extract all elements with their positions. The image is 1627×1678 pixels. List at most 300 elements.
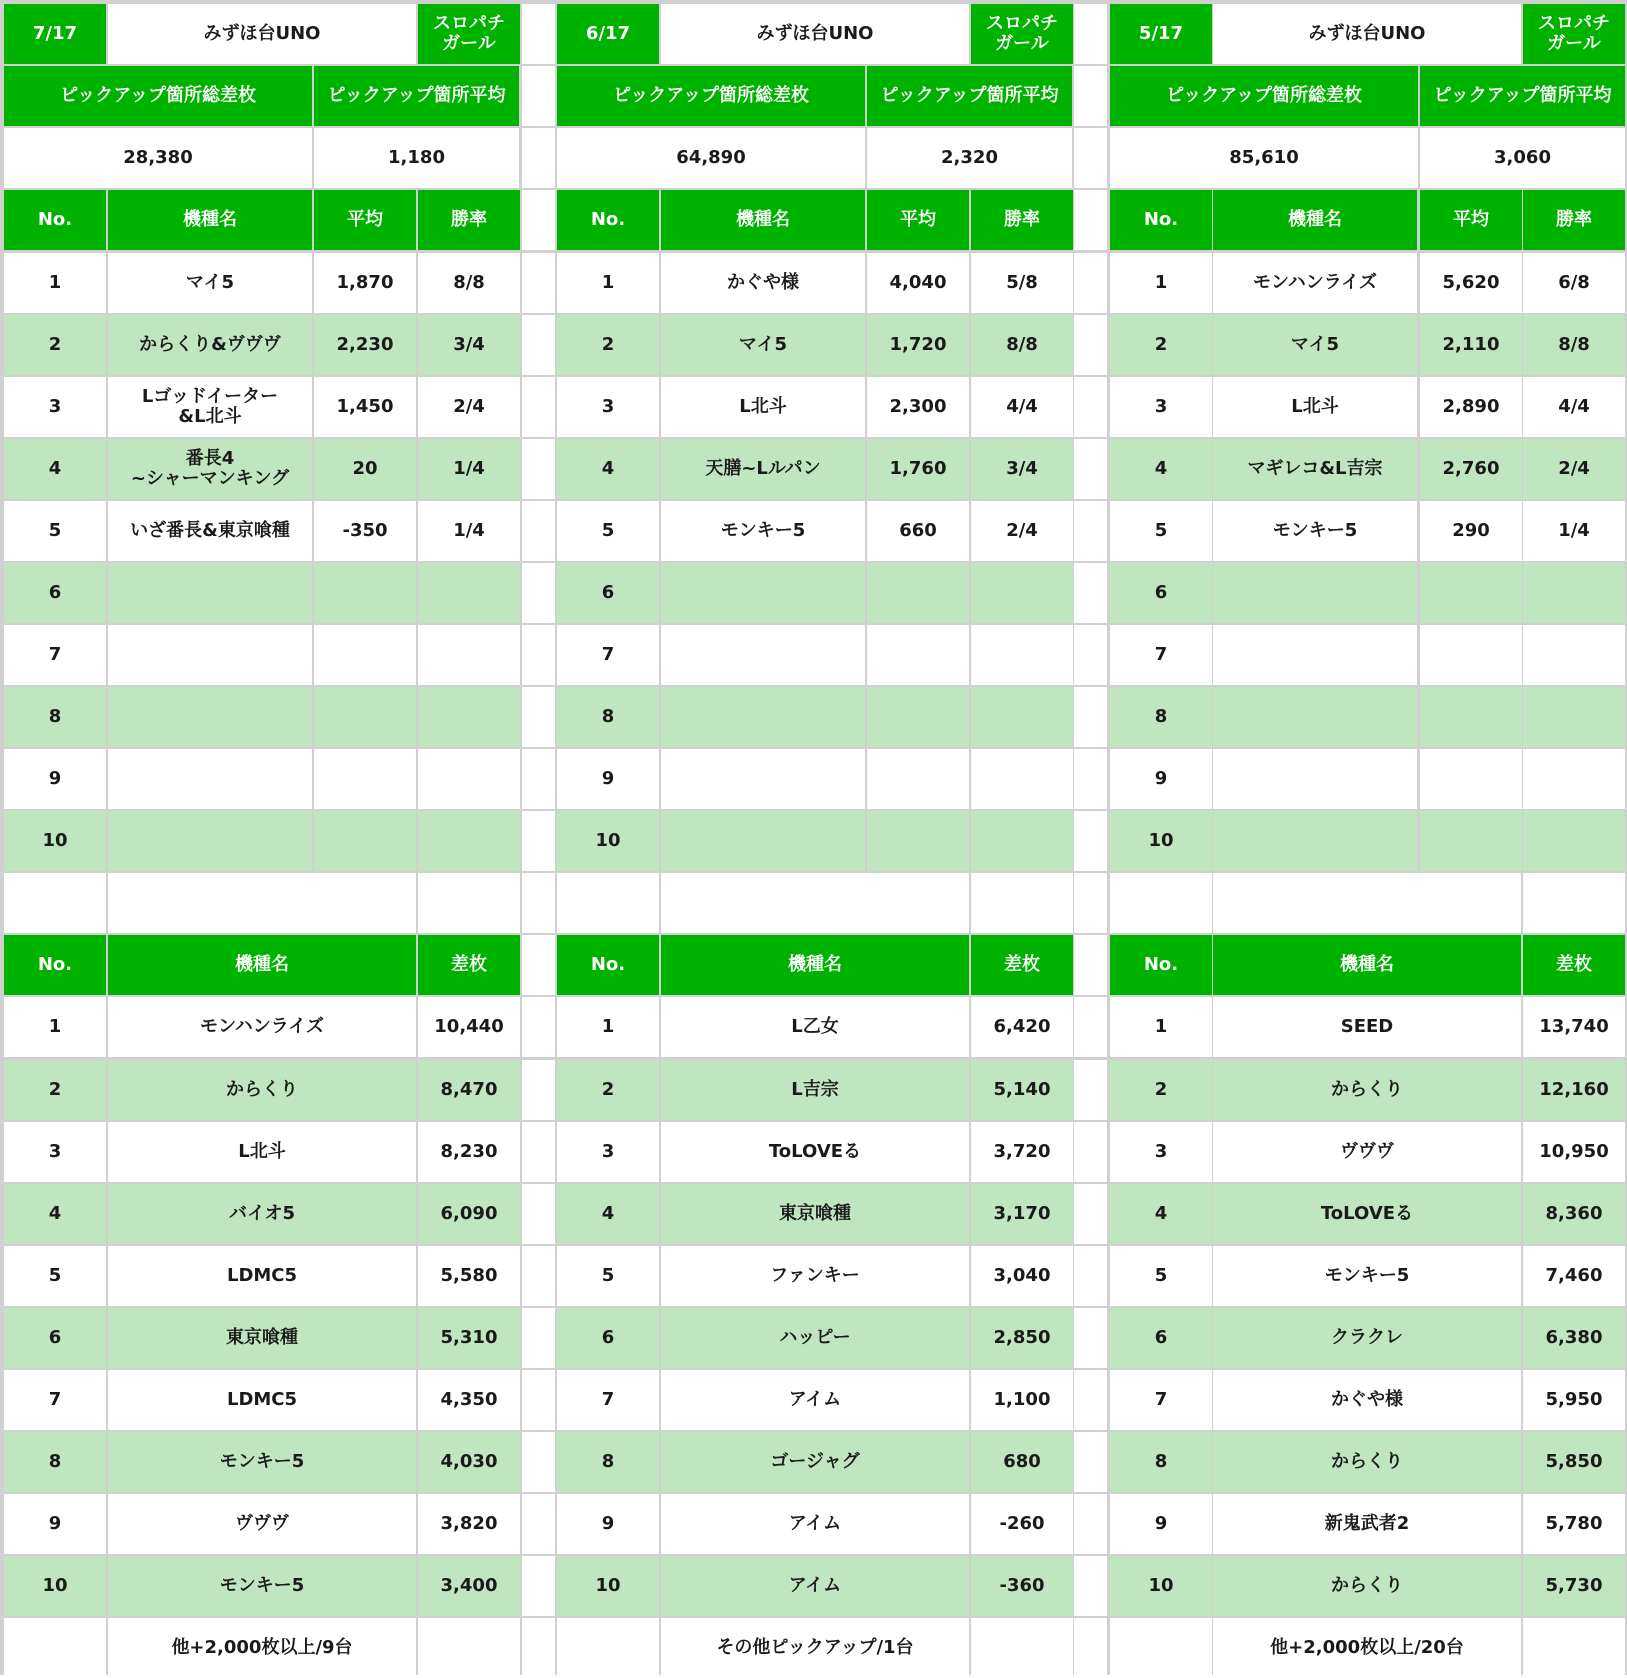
section-separator bbox=[522, 1122, 555, 1182]
top-row-name-text: SEED bbox=[1340, 1016, 1394, 1038]
top-row-diff-text: 5,950 bbox=[1545, 1389, 1603, 1411]
pickup-row-rate bbox=[418, 377, 520, 437]
pickup-avg-header bbox=[314, 190, 416, 250]
top-row-diff bbox=[1523, 1556, 1625, 1616]
summary-total-header bbox=[4, 66, 312, 126]
pickup-row-name bbox=[661, 315, 865, 375]
top-row-no bbox=[1110, 1432, 1212, 1492]
top-row-no-text: 10 bbox=[42, 1575, 68, 1597]
top-row-no-text: 3 bbox=[601, 1141, 615, 1163]
top-row-name-text: LDMC5 bbox=[226, 1389, 298, 1411]
pickup-row-name bbox=[1213, 625, 1417, 685]
pickup-row-rate bbox=[418, 501, 520, 561]
summary-average-header bbox=[314, 66, 519, 126]
store-name bbox=[661, 4, 969, 64]
section-separator bbox=[1074, 1432, 1107, 1492]
pickup-row-name bbox=[661, 377, 865, 437]
summary-total-value-text: 28,380 bbox=[123, 147, 193, 169]
section-separator bbox=[522, 873, 555, 933]
spacer-cell bbox=[4, 873, 106, 933]
top-row-name bbox=[661, 997, 969, 1057]
pickup-row-avg bbox=[867, 625, 969, 685]
section-separator bbox=[1074, 253, 1107, 313]
top-row-name-text: アイム bbox=[788, 1389, 842, 1411]
top-row-name bbox=[661, 1308, 969, 1368]
pickup-row-avg bbox=[314, 377, 416, 437]
pickup-row-no bbox=[1110, 377, 1212, 437]
pickup-row-rate bbox=[418, 439, 520, 499]
pickup-row-rate bbox=[418, 625, 520, 685]
section-separator bbox=[1074, 935, 1107, 995]
top-row-no-text: 9 bbox=[601, 1513, 615, 1535]
top-row-name bbox=[1213, 1308, 1521, 1368]
top-diff-header-text: 差枚 bbox=[1556, 954, 1592, 976]
pickup-row-name-text: Lゴッドイーター &L北斗 bbox=[141, 386, 279, 427]
summary-average-value-text: 3,060 bbox=[1494, 147, 1551, 169]
top-row-diff bbox=[1523, 1494, 1625, 1554]
footer-blank bbox=[4, 1618, 106, 1678]
top-row-name bbox=[661, 1432, 969, 1492]
top-row-name bbox=[1213, 1184, 1521, 1244]
top-row-diff bbox=[971, 1308, 1073, 1368]
section-separator bbox=[522, 935, 555, 995]
top-row-diff-text: 5,310 bbox=[440, 1327, 498, 1349]
pickup-row-avg bbox=[314, 749, 416, 809]
top-row-diff-text: 5,580 bbox=[440, 1265, 498, 1287]
pickup-row-rate-text: 3/4 bbox=[453, 334, 485, 356]
summary-average-header-text: ピックアップ箇所平均 bbox=[1433, 85, 1612, 107]
top-row-diff-text: 1,100 bbox=[993, 1389, 1051, 1411]
top-diff-header bbox=[1523, 935, 1625, 995]
pickup-row-no-text: 2 bbox=[1154, 334, 1168, 356]
top-row-name-text: 新鬼武者2 bbox=[1324, 1513, 1410, 1535]
top-row-no bbox=[557, 1432, 659, 1492]
top-row-diff-text: 8,230 bbox=[440, 1141, 498, 1163]
top-row-no bbox=[4, 1370, 106, 1430]
top-row-diff bbox=[418, 1556, 520, 1616]
pickup-row-rate bbox=[971, 501, 1073, 561]
pickup-row-no-text: 7 bbox=[601, 644, 615, 666]
top-row-no bbox=[1110, 1060, 1212, 1120]
summary-total-header bbox=[557, 66, 865, 126]
footer-note bbox=[108, 1618, 416, 1678]
pickup-row-avg bbox=[314, 439, 416, 499]
pickup-row-no bbox=[1110, 563, 1212, 623]
section-separator bbox=[522, 687, 555, 747]
pickup-name-header-text: 機種名 bbox=[183, 209, 237, 231]
top-row-diff bbox=[971, 1432, 1073, 1492]
footer-blank bbox=[971, 1618, 1073, 1678]
top-row-diff bbox=[418, 1494, 520, 1554]
pickup-row-name bbox=[108, 687, 312, 747]
pickup-row-no-text: 6 bbox=[601, 582, 615, 604]
pickup-row-name bbox=[661, 253, 865, 313]
top-row-no-text: 3 bbox=[48, 1141, 62, 1163]
store-name-text: みずほ台UNO bbox=[203, 23, 321, 45]
spacer-cell bbox=[108, 873, 416, 933]
pickup-row-no-text: 3 bbox=[48, 396, 62, 418]
pickup-row-avg bbox=[314, 253, 416, 313]
pickup-name-header bbox=[661, 190, 865, 250]
top-row-diff bbox=[971, 1184, 1073, 1244]
pickup-row-no bbox=[557, 253, 659, 313]
top-name-header bbox=[661, 935, 969, 995]
top-row-no bbox=[1110, 997, 1212, 1057]
pickup-row-no bbox=[4, 253, 106, 313]
pickup-row-avg bbox=[314, 563, 416, 623]
summary-average-value bbox=[314, 128, 519, 188]
section-separator bbox=[1074, 1370, 1107, 1430]
top-row-no bbox=[1110, 1556, 1212, 1616]
pickup-rate-header bbox=[971, 190, 1073, 250]
pickup-row-no bbox=[4, 377, 106, 437]
section-separator bbox=[522, 439, 555, 499]
pickup-no-header bbox=[4, 190, 106, 250]
pickup-row-name bbox=[661, 439, 865, 499]
top-row-no bbox=[4, 1122, 106, 1182]
pickup-row-name bbox=[1213, 377, 1417, 437]
pickup-no-header-text: No. bbox=[590, 209, 626, 231]
top-row-diff-text: 3,040 bbox=[993, 1265, 1051, 1287]
pickup-row-no-text: 9 bbox=[48, 768, 62, 790]
pickup-row-name bbox=[661, 811, 865, 871]
section-separator bbox=[1074, 1556, 1107, 1616]
top-row-name-text: 東京喰種 bbox=[779, 1203, 851, 1225]
top-row-diff bbox=[418, 1370, 520, 1430]
pickup-row-avg bbox=[867, 377, 969, 437]
pickup-row-rate-text: 8/8 bbox=[453, 272, 485, 294]
section-separator bbox=[522, 563, 555, 623]
pickup-row-avg bbox=[867, 439, 969, 499]
top-row-name-text: ToLOVEる bbox=[1320, 1203, 1414, 1225]
top-diff-header-text: 差枚 bbox=[1004, 954, 1040, 976]
top-row-name-text: モンキー5 bbox=[219, 1575, 305, 1597]
pickup-row-no bbox=[1110, 501, 1212, 561]
pickup-row-no-text: 8 bbox=[1154, 706, 1168, 728]
top-row-name bbox=[1213, 1432, 1521, 1492]
pickup-row-avg bbox=[1420, 253, 1522, 313]
top-row-diff-text: 13,740 bbox=[1539, 1016, 1609, 1038]
spacer-cell bbox=[418, 873, 520, 933]
pickup-row-avg bbox=[867, 501, 969, 561]
top-row-diff bbox=[971, 1494, 1073, 1554]
pickup-row-name bbox=[108, 563, 312, 623]
pickup-row-no-text: 9 bbox=[1154, 768, 1168, 790]
pickup-row-no-text: 8 bbox=[48, 706, 62, 728]
pickup-row-avg bbox=[1420, 439, 1522, 499]
top-diff-header-text: 差枚 bbox=[451, 954, 487, 976]
top-row-no bbox=[4, 1432, 106, 1492]
pickup-row-rate bbox=[971, 315, 1073, 375]
top-row-no-text: 5 bbox=[1154, 1265, 1168, 1287]
top-row-no-text: 8 bbox=[48, 1451, 62, 1473]
top-row-no bbox=[4, 1556, 106, 1616]
pickup-rate-header bbox=[418, 190, 520, 250]
summary-total-value bbox=[1110, 128, 1418, 188]
pickup-row-no-text: 5 bbox=[1154, 520, 1168, 542]
section-separator bbox=[522, 1618, 555, 1678]
pickup-row-no-text: 3 bbox=[1154, 396, 1168, 418]
pickup-row-name bbox=[108, 811, 312, 871]
pickup-no-header-text: No. bbox=[1143, 209, 1179, 231]
pickup-row-rate bbox=[1523, 377, 1625, 437]
top-row-name bbox=[1213, 1060, 1521, 1120]
summary-total-value-text: 85,610 bbox=[1229, 147, 1299, 169]
top-row-name bbox=[1213, 1122, 1521, 1182]
pickup-row-avg-text: 2,300 bbox=[889, 396, 947, 418]
section-separator bbox=[1074, 1308, 1107, 1368]
pickup-row-avg-text: 2,760 bbox=[1442, 458, 1500, 480]
top-row-no-text: 10 bbox=[595, 1575, 621, 1597]
pickup-row-rate bbox=[1523, 563, 1625, 623]
top-row-no bbox=[557, 1556, 659, 1616]
pickup-row-rate bbox=[971, 625, 1073, 685]
top-row-no bbox=[1110, 1494, 1212, 1554]
top-row-no bbox=[1110, 1184, 1212, 1244]
section-separator bbox=[522, 1432, 555, 1492]
top-row-name-text: かぐや様 bbox=[1331, 1389, 1403, 1411]
top-row-diff-text: 8,360 bbox=[1545, 1203, 1603, 1225]
top-row-no bbox=[557, 1308, 659, 1368]
section-separator bbox=[522, 253, 555, 313]
top-row-diff-text: 3,170 bbox=[993, 1203, 1051, 1225]
pickup-row-avg-text: 2,110 bbox=[1442, 334, 1500, 356]
top-row-name-text: アイム bbox=[788, 1513, 842, 1535]
top-row-name-text: ToLOVEる bbox=[768, 1141, 862, 1163]
top-row-name-text: からくり bbox=[1331, 1079, 1403, 1101]
pickup-row-rate bbox=[418, 253, 520, 313]
pickup-row-rate bbox=[1523, 687, 1625, 747]
top-row-no bbox=[557, 1184, 659, 1244]
pickup-row-avg bbox=[314, 315, 416, 375]
top-row-name bbox=[108, 1556, 416, 1616]
pickup-row-avg bbox=[867, 315, 969, 375]
pickup-row-name bbox=[661, 501, 865, 561]
top-row-no-text: 9 bbox=[48, 1513, 62, 1535]
top-row-name-text: LDMC5 bbox=[226, 1265, 298, 1287]
summary-average-header-text: ピックアップ箇所平均 bbox=[880, 85, 1059, 107]
top-row-name-text: クラクレ bbox=[1331, 1327, 1403, 1349]
pickup-row-no bbox=[4, 315, 106, 375]
pickup-row-name bbox=[108, 625, 312, 685]
pickup-row-name-text: マイ5 bbox=[1290, 334, 1340, 356]
pickup-row-avg bbox=[1420, 687, 1522, 747]
pickup-row-rate bbox=[1523, 501, 1625, 561]
section-separator bbox=[522, 625, 555, 685]
media-label bbox=[418, 4, 520, 64]
pickup-row-rate-text: 5/8 bbox=[1006, 272, 1038, 294]
pickup-row-no bbox=[4, 439, 106, 499]
top-row-no-text: 4 bbox=[1154, 1203, 1168, 1225]
pickup-row-avg-text: 660 bbox=[899, 520, 937, 542]
top-row-diff-text: 10,950 bbox=[1539, 1141, 1609, 1163]
top-row-name-text: ヴヴヴ bbox=[235, 1513, 289, 1535]
pickup-row-avg bbox=[1420, 501, 1522, 561]
media-label bbox=[971, 4, 1073, 64]
pickup-row-no bbox=[4, 563, 106, 623]
top-row-diff-text: 3,820 bbox=[440, 1513, 498, 1535]
footer-note-text: 他+2,000枚以上/20台 bbox=[1270, 1637, 1464, 1659]
top-row-diff bbox=[418, 1060, 520, 1120]
pickup-rate-header bbox=[1523, 190, 1625, 250]
pickup-row-no bbox=[557, 439, 659, 499]
top-row-diff-text: 3,400 bbox=[440, 1575, 498, 1597]
pickup-row-no-text: 2 bbox=[601, 334, 615, 356]
top-row-no bbox=[557, 1122, 659, 1182]
pickup-row-no-text: 10 bbox=[1148, 830, 1174, 852]
top-row-name bbox=[108, 1432, 416, 1492]
top-row-diff bbox=[1523, 1246, 1625, 1306]
pickup-row-no bbox=[557, 749, 659, 809]
pickup-row-avg bbox=[314, 687, 416, 747]
pickup-row-no bbox=[1110, 811, 1212, 871]
top-row-name bbox=[1213, 1246, 1521, 1306]
pickup-row-name-text: モンキー5 bbox=[720, 520, 806, 542]
top-row-diff-text: 5,780 bbox=[1545, 1513, 1603, 1535]
pickup-row-avg bbox=[867, 253, 969, 313]
top-row-name bbox=[108, 1246, 416, 1306]
pickup-row-rate bbox=[1523, 749, 1625, 809]
pickup-row-name-text: モンハンライズ bbox=[1252, 272, 1378, 294]
pickup-row-name-text: マイ5 bbox=[738, 334, 788, 356]
footer-blank bbox=[1110, 1618, 1212, 1678]
top-row-no bbox=[557, 997, 659, 1057]
top-row-name bbox=[661, 1184, 969, 1244]
pickup-row-no bbox=[1110, 749, 1212, 809]
pickup-row-rate-text: 3/4 bbox=[1006, 458, 1038, 480]
top-no-header-text: No. bbox=[37, 954, 73, 976]
top-row-diff bbox=[1523, 1060, 1625, 1120]
pickup-name-header bbox=[108, 190, 312, 250]
date-label-text: 7/17 bbox=[32, 23, 78, 45]
pickup-row-no bbox=[557, 625, 659, 685]
top-row-no bbox=[4, 1184, 106, 1244]
top-no-header bbox=[557, 935, 659, 995]
pickup-row-rate-text: 4/4 bbox=[1006, 396, 1038, 418]
pickup-no-header bbox=[1110, 190, 1212, 250]
section-separator bbox=[522, 1184, 555, 1244]
pickup-row-avg bbox=[314, 811, 416, 871]
top-row-diff bbox=[418, 1184, 520, 1244]
pickup-row-no-text: 3 bbox=[601, 396, 615, 418]
summary-total-value bbox=[4, 128, 312, 188]
top-row-diff-text: 10,440 bbox=[434, 1016, 504, 1038]
pickup-row-no bbox=[4, 625, 106, 685]
pickup-row-no bbox=[4, 749, 106, 809]
section-separator bbox=[1074, 625, 1107, 685]
top-row-no-text: 6 bbox=[48, 1327, 62, 1349]
top-row-diff-text: 12,160 bbox=[1539, 1079, 1609, 1101]
store-name bbox=[1213, 4, 1521, 64]
section-separator bbox=[522, 501, 555, 561]
pickup-row-no-text: 6 bbox=[1154, 582, 1168, 604]
top-row-diff-text: 6,090 bbox=[440, 1203, 498, 1225]
pickup-row-no-text: 4 bbox=[48, 458, 62, 480]
top-row-diff-text: 5,140 bbox=[993, 1079, 1051, 1101]
date-label-text: 6/17 bbox=[585, 23, 631, 45]
section-separator bbox=[522, 811, 555, 871]
pickup-row-no bbox=[557, 687, 659, 747]
store-name bbox=[108, 4, 416, 64]
top-row-no bbox=[1110, 1308, 1212, 1368]
pickup-avg-header-text: 平均 bbox=[347, 209, 383, 231]
section-separator bbox=[1074, 1060, 1107, 1120]
footer-note-text: その他ピックアップ/1台 bbox=[716, 1637, 914, 1659]
summary-average-header bbox=[867, 66, 1072, 126]
pickup-row-name-text: マイ5 bbox=[185, 272, 235, 294]
pickup-row-avg-text: 4,040 bbox=[889, 272, 947, 294]
pickup-row-rate-text: 6/8 bbox=[1558, 272, 1590, 294]
top-row-name bbox=[661, 1494, 969, 1554]
pickup-row-name bbox=[108, 253, 312, 313]
top-row-name-text: からくり bbox=[226, 1079, 298, 1101]
pickup-row-no bbox=[557, 563, 659, 623]
top-row-name bbox=[1213, 997, 1521, 1057]
section-separator bbox=[1074, 315, 1107, 375]
top-row-no-text: 7 bbox=[1154, 1389, 1168, 1411]
pickup-row-no-text: 4 bbox=[601, 458, 615, 480]
section-separator bbox=[522, 315, 555, 375]
section-separator bbox=[522, 190, 555, 250]
pickup-row-no bbox=[4, 501, 106, 561]
top-no-header-text: No. bbox=[590, 954, 626, 976]
pickup-rate-header-text: 勝率 bbox=[1004, 209, 1040, 231]
summary-average-value bbox=[867, 128, 1072, 188]
pickup-row-name bbox=[661, 625, 865, 685]
top-row-name-text: ハッピー bbox=[779, 1327, 851, 1349]
pickup-row-name-text: からくり&ヴヴヴ bbox=[139, 334, 281, 356]
pickup-row-no bbox=[557, 501, 659, 561]
top-row-no-text: 2 bbox=[1154, 1079, 1168, 1101]
top-no-header bbox=[1110, 935, 1212, 995]
pickup-row-avg bbox=[867, 687, 969, 747]
store-name-text: みずほ台UNO bbox=[756, 23, 874, 45]
top-row-diff bbox=[971, 1122, 1073, 1182]
top-row-diff-text: 5,850 bbox=[1545, 1451, 1603, 1473]
top-name-header-text: 機種名 bbox=[235, 954, 289, 976]
section-separator bbox=[1074, 687, 1107, 747]
top-name-header-text: 機種名 bbox=[1340, 954, 1394, 976]
pickup-name-header-text: 機種名 bbox=[736, 209, 790, 231]
pickup-row-name bbox=[1213, 687, 1417, 747]
pickup-row-avg bbox=[1420, 377, 1522, 437]
top-row-diff bbox=[1523, 1432, 1625, 1492]
top-row-name bbox=[108, 1308, 416, 1368]
top-row-no bbox=[4, 1246, 106, 1306]
section-separator bbox=[522, 1556, 555, 1616]
pickup-row-avg bbox=[314, 625, 416, 685]
summary-total-header-text: ピックアップ箇所総差枚 bbox=[612, 85, 810, 107]
pickup-row-no-text: 1 bbox=[1154, 272, 1168, 294]
pickup-row-name-text: かぐや様 bbox=[727, 272, 799, 294]
pickup-row-rate bbox=[1523, 315, 1625, 375]
top-row-diff bbox=[971, 1246, 1073, 1306]
section-separator bbox=[1074, 749, 1107, 809]
section-separator bbox=[522, 66, 555, 126]
top-row-diff bbox=[1523, 1122, 1625, 1182]
pickup-row-no-text: 9 bbox=[601, 768, 615, 790]
top-row-name-text: バイオ5 bbox=[229, 1203, 295, 1225]
pickup-row-no-text: 1 bbox=[48, 272, 62, 294]
top-diff-header bbox=[418, 935, 520, 995]
top-row-diff-text: 680 bbox=[1003, 1451, 1041, 1473]
top-row-diff bbox=[971, 997, 1073, 1057]
pickup-row-avg-text: 1,450 bbox=[336, 396, 394, 418]
pickup-row-name-text: モンキー5 bbox=[1272, 520, 1358, 542]
pickup-row-rate bbox=[971, 749, 1073, 809]
top-row-no-text: 9 bbox=[1154, 1513, 1168, 1535]
top-row-no bbox=[4, 1060, 106, 1120]
